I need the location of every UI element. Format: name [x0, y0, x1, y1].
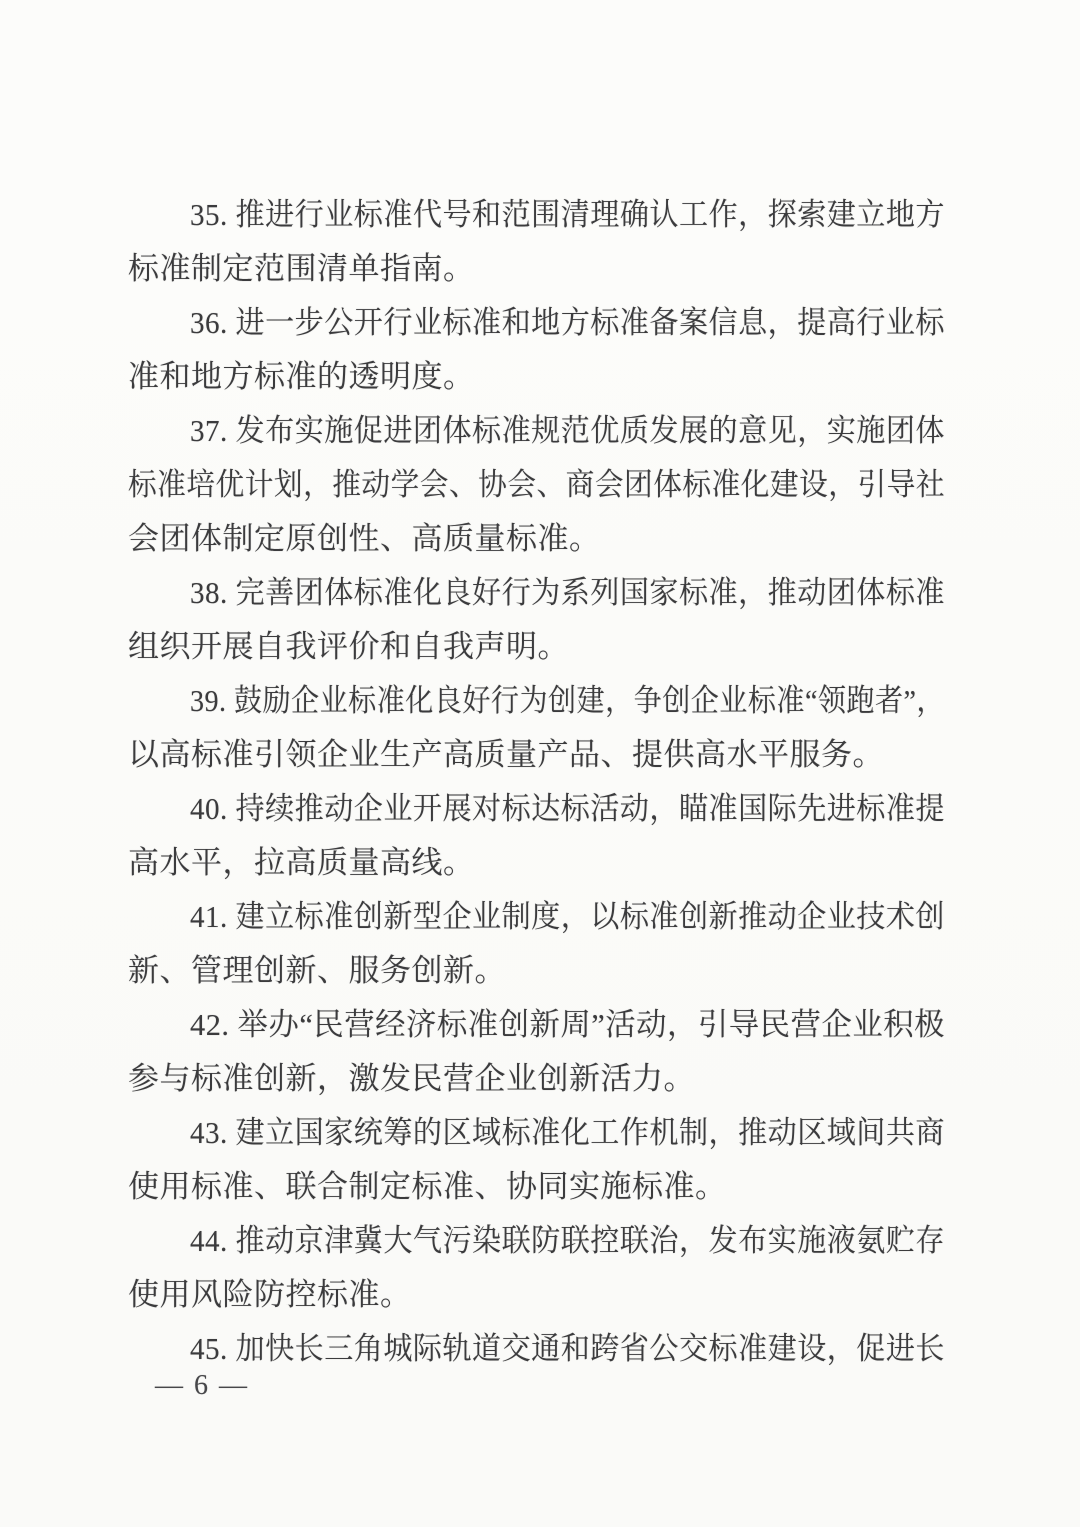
document-body [128, 188, 945, 1376]
text-line [128, 1322, 945, 1376]
text-line [128, 620, 945, 674]
text-line-content: 43. 建立国家统筹的区域标准化工作机制，推动区域间共商 [190, 1115, 945, 1150]
text-line-content: 37. 发布实施促进团体标准规范优质发展的意见，实施团体 [190, 413, 945, 448]
text-line-content: 40. 持续推动企业开展对标达标活动，瞄准国际先进标准提 [190, 791, 945, 826]
text-line-content: 以高标准引领企业生产高质量产品、提供高水平服务。 [128, 737, 884, 772]
text-line [128, 728, 945, 782]
text-line-content: 39. 鼓励企业标准化良好行为创建，争创企业标准“领跑者”， [190, 683, 945, 718]
item-44 [128, 1214, 945, 1322]
text-line-content: 使用风险防控标准。 [128, 1277, 412, 1312]
item-41 [128, 890, 945, 998]
text-line-content: 38. 完善团体标准化良好行为系列国家标准，推动团体标准 [190, 575, 945, 610]
text-line [128, 890, 945, 944]
text-line [128, 674, 945, 728]
text-line-content: 新、管理创新、服务创新。 [128, 953, 506, 988]
item-42 [128, 998, 945, 1106]
text-line-content: 35. 推进行业标准代号和范围清理确认工作，探索建立地方 [190, 197, 945, 232]
item-37 [128, 404, 945, 566]
text-line [128, 1160, 945, 1214]
text-line [128, 998, 945, 1052]
page-footer [155, 1368, 249, 1404]
text-line [128, 1268, 945, 1322]
text-line-content: 44. 推动京津冀大气污染联防联控联治，发布实施液氨贮存 [190, 1223, 945, 1258]
text-line [128, 1214, 945, 1268]
text-line-content: 36. 进一步公开行业标准和地方标准备案信息，提高行业标 [190, 305, 945, 340]
item-38 [128, 566, 945, 674]
item-45 [128, 1322, 945, 1376]
text-line-content: 准和地方标准的透明度。 [128, 359, 475, 394]
text-line [128, 836, 945, 890]
text-line [128, 512, 945, 566]
text-line [128, 782, 945, 836]
text-line [128, 566, 945, 620]
text-line-content: 高水平，拉高质量高线。 [128, 845, 475, 880]
text-line-content: 组织开展自我评价和自我声明。 [128, 629, 569, 664]
item-39 [128, 674, 945, 782]
item-43 [128, 1106, 945, 1214]
text-line-content: 标准培优计划，推动学会、协会、商会团体标准化建设，引导社 [128, 467, 945, 502]
text-line-content: 参与标准创新，激发民营企业创新活力。 [128, 1061, 695, 1096]
text-line-content: 标准制定范围清单指南。 [128, 251, 475, 286]
text-line-content: 41. 建立标准创新型企业制度，以标准创新推动企业技术创 [190, 899, 945, 934]
text-line [128, 296, 945, 350]
text-line [128, 350, 945, 404]
text-line [128, 1106, 945, 1160]
text-line-content: 使用标准、联合制定标准、协同实施标准。 [128, 1169, 727, 1204]
text-line-content: 42. 举办“民营经济标准创新周”活动，引导民营企业积极 [190, 1007, 945, 1042]
text-line [128, 1052, 945, 1106]
item-40 [128, 782, 945, 890]
text-line [128, 188, 945, 242]
item-35 [128, 188, 945, 296]
text-line [128, 242, 945, 296]
text-line-content: 会团体制定原创性、高质量标准。 [128, 521, 601, 556]
item-36 [128, 296, 945, 404]
text-line [128, 404, 945, 458]
text-line [128, 944, 945, 998]
text-line-content: 45. 加快长三角城际轨道交通和跨省公交标准建设，促进长 [190, 1331, 945, 1366]
page-number: — 6 — [155, 1370, 249, 1401]
text-line [128, 458, 945, 512]
